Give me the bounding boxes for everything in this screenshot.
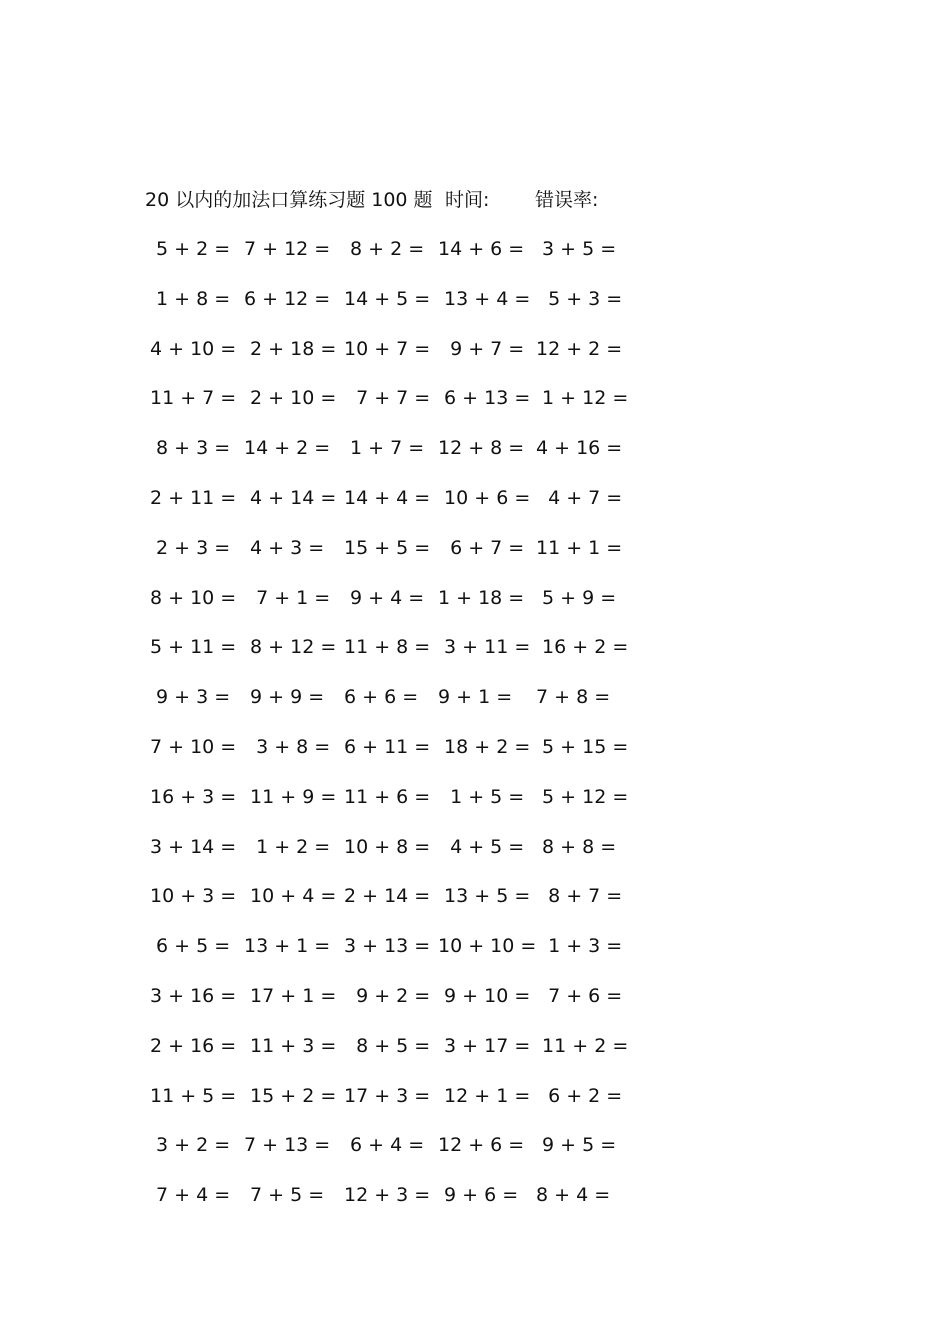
addition-problem: 13 + 1 =	[244, 935, 331, 958]
problem-row	[146, 333, 666, 383]
addition-problem: 12 + 6 =	[438, 1134, 525, 1157]
addition-problem: 13 + 4 =	[438, 287, 531, 310]
addition-problem: 17 + 1 =	[244, 984, 337, 1007]
addition-problem: 5 + 11 =	[150, 636, 237, 659]
problem-row	[146, 831, 666, 881]
worksheet-title: 20 以内的加法口算练习题 100 题	[145, 189, 433, 211]
addition-problem: 8 + 5 =	[344, 1034, 431, 1057]
addition-problem: 9 + 5 =	[536, 1134, 617, 1157]
problem-row	[146, 382, 666, 432]
problem-row	[146, 1080, 666, 1130]
addition-problem: 9 + 3 =	[150, 686, 231, 709]
problem-row	[146, 880, 666, 930]
addition-problem: 8 + 4 =	[536, 1184, 611, 1207]
addition-problem: 11 + 3 =	[244, 1034, 337, 1057]
addition-problem: 17 + 3 =	[344, 1084, 431, 1107]
addition-problem: 11 + 9 =	[244, 785, 337, 808]
problem-row	[146, 631, 666, 681]
time-label: 时间:	[445, 189, 490, 211]
error-rate-label: 错误率:	[535, 189, 599, 211]
addition-problem: 12 + 8 =	[438, 437, 525, 460]
addition-problem: 7 + 5 =	[244, 1184, 325, 1207]
addition-problem: 14 + 4 =	[344, 486, 431, 509]
addition-problem: 5 + 3 =	[536, 287, 623, 310]
addition-problem: 4 + 10 =	[150, 337, 237, 360]
addition-problem: 4 + 16 =	[536, 437, 623, 460]
addition-problem: 3 + 5 =	[536, 238, 617, 260]
addition-problem: 7 + 6 =	[536, 984, 623, 1007]
addition-problem: 7 + 7 =	[344, 387, 431, 410]
addition-problem: 4 + 5 =	[438, 835, 525, 858]
problem-row	[146, 432, 666, 482]
addition-problem: 7 + 1 =	[244, 586, 331, 609]
addition-problem: 9 + 9 =	[244, 686, 325, 709]
addition-problem: 5 + 9 =	[536, 586, 617, 609]
addition-problem: 2 + 10 =	[244, 387, 337, 410]
addition-problem: 2 + 16 =	[150, 1034, 237, 1057]
addition-problem: 1 + 18 =	[438, 586, 525, 609]
addition-problem: 14 + 5 =	[344, 287, 431, 310]
addition-problem: 7 + 12 =	[244, 238, 331, 260]
addition-problem: 13 + 5 =	[438, 885, 531, 908]
problem-row	[146, 1179, 666, 1229]
addition-problem: 9 + 10 =	[438, 984, 531, 1007]
addition-problem: 10 + 10 =	[438, 935, 537, 958]
addition-problem: 9 + 4 =	[344, 586, 425, 609]
addition-problem: 11 + 2 =	[536, 1034, 629, 1057]
problem-row	[146, 681, 666, 731]
problem-row	[146, 980, 666, 1030]
addition-problem: 2 + 11 =	[150, 486, 237, 509]
addition-problem: 12 + 2 =	[536, 337, 623, 360]
addition-problem: 8 + 3 =	[150, 437, 231, 460]
addition-problem: 7 + 13 =	[244, 1134, 331, 1157]
addition-problem: 11 + 8 =	[344, 636, 431, 659]
addition-problem: 11 + 7 =	[150, 387, 237, 410]
problem-row	[146, 283, 666, 333]
addition-problem: 7 + 8 =	[536, 686, 611, 709]
addition-problem: 2 + 14 =	[344, 885, 431, 908]
addition-problem: 8 + 2 =	[344, 238, 425, 260]
addition-problem: 3 + 13 =	[344, 935, 431, 958]
addition-problem: 16 + 2 =	[536, 636, 629, 659]
addition-problem: 18 + 2 =	[438, 735, 531, 758]
problem-row	[146, 731, 666, 781]
addition-problem: 11 + 6 =	[344, 785, 431, 808]
addition-problem: 6 + 6 =	[344, 686, 419, 709]
problem-row	[146, 482, 666, 532]
addition-problem: 6 + 13 =	[438, 387, 531, 410]
addition-problem: 1 + 7 =	[344, 437, 425, 460]
addition-problem: 5 + 12 =	[536, 785, 629, 808]
addition-problem: 10 + 7 =	[344, 337, 431, 360]
problem-row	[146, 781, 666, 831]
addition-problem: 3 + 11 =	[438, 636, 531, 659]
addition-problem: 1 + 2 =	[244, 835, 331, 858]
addition-problem: 10 + 6 =	[438, 486, 531, 509]
problem-row	[146, 582, 666, 632]
addition-problem: 3 + 14 =	[150, 835, 237, 858]
problem-grid	[146, 233, 666, 1229]
addition-problem: 6 + 12 =	[244, 287, 331, 310]
addition-problem: 6 + 11 =	[344, 735, 431, 758]
addition-problem: 5 + 15 =	[536, 735, 629, 758]
problem-row	[146, 532, 666, 582]
addition-problem: 16 + 3 =	[150, 785, 237, 808]
problem-row	[146, 1129, 666, 1179]
addition-problem: 15 + 2 =	[244, 1084, 337, 1107]
addition-problem: 6 + 2 =	[536, 1084, 623, 1107]
addition-problem: 4 + 7 =	[536, 486, 623, 509]
addition-problem: 3 + 17 =	[438, 1034, 531, 1057]
addition-problem: 3 + 16 =	[150, 984, 237, 1007]
addition-problem: 8 + 7 =	[536, 885, 623, 908]
addition-problem: 14 + 6 =	[438, 238, 525, 260]
addition-problem: 6 + 5 =	[150, 935, 231, 958]
problem-row	[146, 233, 666, 283]
problem-row	[146, 1030, 666, 1080]
addition-problem: 8 + 8 =	[536, 835, 617, 858]
addition-problem: 12 + 3 =	[344, 1184, 431, 1207]
addition-problem: 1 + 3 =	[536, 935, 623, 958]
addition-problem: 3 + 2 =	[150, 1134, 231, 1157]
addition-problem: 7 + 10 =	[150, 735, 237, 758]
addition-problem: 8 + 10 =	[150, 586, 237, 609]
addition-problem: 1 + 8 =	[150, 287, 231, 310]
addition-problem: 1 + 5 =	[438, 785, 525, 808]
addition-problem: 12 + 1 =	[438, 1084, 531, 1107]
addition-problem: 7 + 4 =	[150, 1184, 231, 1207]
addition-problem: 6 + 7 =	[438, 536, 525, 559]
addition-problem: 11 + 1 =	[536, 536, 623, 559]
addition-problem: 2 + 18 =	[244, 337, 337, 360]
addition-problem: 10 + 3 =	[150, 885, 237, 908]
problem-row	[146, 930, 666, 980]
addition-problem: 15 + 5 =	[344, 536, 431, 559]
addition-problem: 10 + 4 =	[244, 885, 337, 908]
addition-problem: 9 + 6 =	[438, 1184, 519, 1207]
addition-problem: 2 + 3 =	[150, 536, 231, 559]
addition-problem: 8 + 12 =	[244, 636, 337, 659]
addition-problem: 4 + 3 =	[244, 536, 325, 559]
addition-problem: 1 + 12 =	[536, 387, 629, 410]
addition-problem: 4 + 14 =	[244, 486, 337, 509]
addition-problem: 11 + 5 =	[150, 1084, 237, 1107]
addition-problem: 9 + 1 =	[438, 686, 513, 709]
addition-problem: 6 + 4 =	[344, 1134, 425, 1157]
addition-problem: 14 + 2 =	[244, 437, 331, 460]
addition-problem: 3 + 8 =	[244, 735, 331, 758]
addition-problem: 9 + 2 =	[344, 984, 431, 1007]
addition-problem: 9 + 7 =	[438, 337, 525, 360]
addition-problem: 10 + 8 =	[344, 835, 431, 858]
addition-problem: 5 + 2 =	[150, 238, 231, 260]
